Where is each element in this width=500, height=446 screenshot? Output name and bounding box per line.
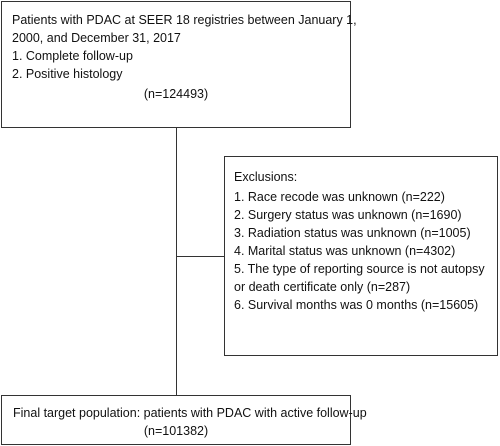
final-population-count: (n=101382) <box>143 424 209 438</box>
initial-cohort-line: 2000, and December 31, 2017 <box>12 31 181 45</box>
final-population-box <box>1 395 367 445</box>
exclusions-box <box>224 156 498 356</box>
initial-cohort-box <box>1 1 357 128</box>
final-population-label: Final target population: patients with PDAC with active follow-up <box>13 406 367 420</box>
flow-connector-trunk <box>176 128 177 395</box>
flow-connector-branch-exclusions <box>176 256 224 257</box>
exclusion-item: 6. Survival months was 0 months (n=15605) <box>234 298 479 312</box>
initial-cohort-line: Patients with PDAC at SEER 18 registries between January 1, <box>12 13 357 27</box>
exclusion-item: 4. Marital status was unknown (n=4302) <box>234 244 456 258</box>
exclusion-item: 3. Radiation status was unknown (n=1005) <box>234 226 471 240</box>
initial-cohort-count: (n=124493) <box>143 87 209 101</box>
exclusion-item: 1. Race recode was unknown (n=222) <box>234 190 445 204</box>
exclusion-item: or death certificate only (n=287) <box>234 280 411 294</box>
initial-criteria-item: 1. Complete follow-up <box>12 49 133 63</box>
exclusion-item: 2. Surgery status was unknown (n=1690) <box>234 208 462 222</box>
initial-criteria-item: 2. Positive histology <box>12 67 123 81</box>
exclusion-item: 5. The type of reporting source is not autopsy <box>234 262 485 276</box>
exclusions-title: Exclusions: <box>234 170 298 184</box>
